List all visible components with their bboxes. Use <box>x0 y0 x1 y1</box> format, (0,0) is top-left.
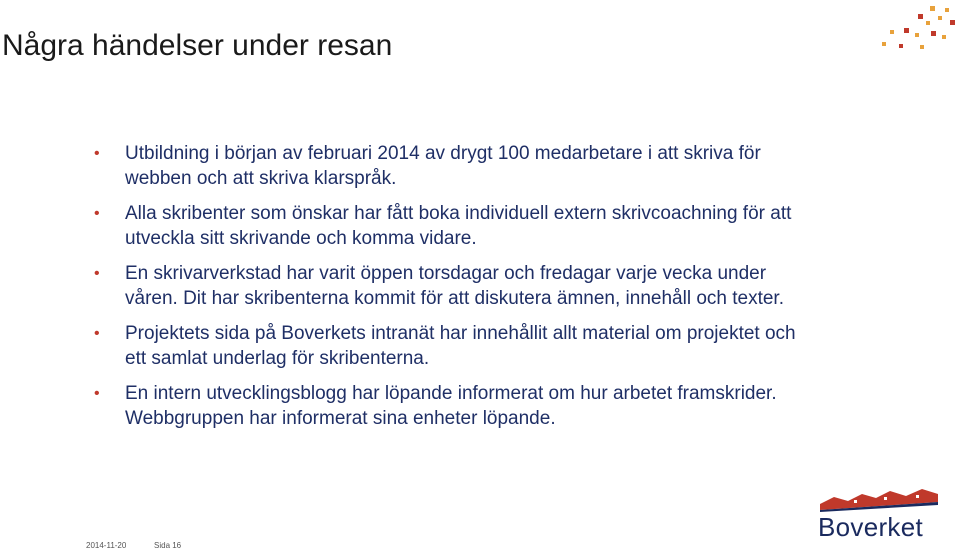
bullet-item <box>94 261 814 311</box>
footer-page-number: Sida 16 <box>154 541 182 550</box>
dotted-squares-decoration-icon <box>820 0 960 52</box>
bullet-item <box>94 201 814 251</box>
bullet-marker: • <box>94 265 100 282</box>
boverket-houses-logo-icon <box>812 488 952 514</box>
footer-date: 2014-11-20 <box>86 541 127 550</box>
slide-title: Några händelser under resan <box>2 29 393 62</box>
logo-wordmark: Boverket <box>818 512 924 542</box>
bullet-marker: • <box>94 145 100 162</box>
bullet-item <box>94 321 814 371</box>
bullet-item <box>94 381 814 431</box>
bullet-marker: • <box>94 385 100 402</box>
boverket-logo <box>812 488 952 544</box>
bullet-text: Alla skribenter som önskar har fått boka individuell extern skrivcoachning för att utveckla sitt skrivande och komma vidare. <box>125 203 792 249</box>
bullet-item <box>94 141 814 191</box>
bullet-marker: • <box>94 205 100 222</box>
bullet-marker: • <box>94 325 100 342</box>
bullet-text: En intern utvecklingsblogg har löpande informerat om hur arbetet framskrider. Webbgruppen har informerat sina enheter löpande. <box>125 383 777 429</box>
bullet-text: Utbildning i början av februari 2014 av drygt 100 medarbetare i att skriva för webben och att skriva klarspråk. <box>125 143 761 189</box>
bullet-text: Projektets sida på Boverkets intranät har innehållit allt material om projektet och ett samlat underlag för skribenterna. <box>125 323 796 369</box>
bullet-list <box>94 141 814 431</box>
bullet-text: En skrivarverkstad har varit öppen torsdagar och fredagar varje vecka under våren. Dit har skribenterna kommit för att diskutera ämnen, innehåll och texter. <box>125 263 784 309</box>
